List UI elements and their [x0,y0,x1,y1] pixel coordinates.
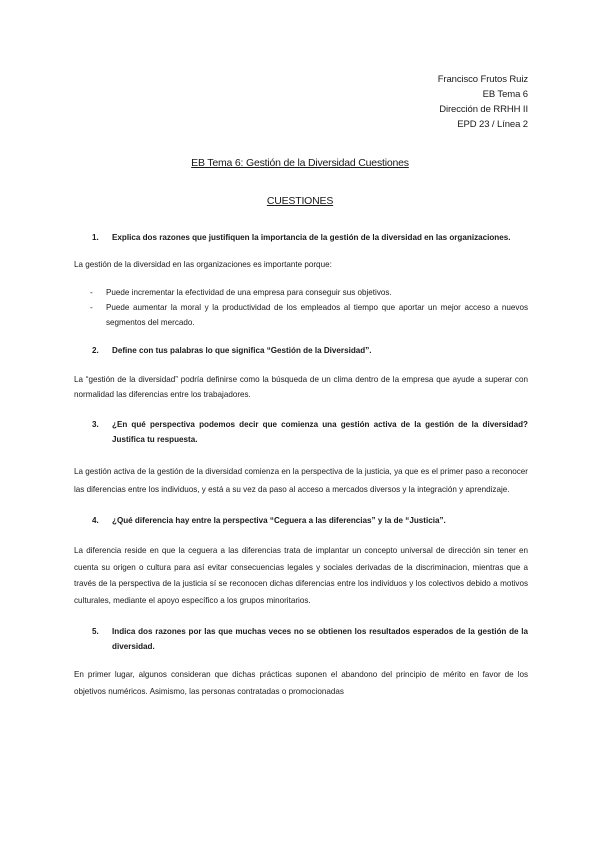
header-topic: EB Tema 6 [482,89,528,100]
answer-1-bullet [74,300,528,330]
document-title: EB Tema 6: Gestión de la Diversidad Cuestiones [191,157,409,169]
author-header [438,72,528,132]
answer-3: La gestión activa de la gestión de la diversidad comienza en la perspectiva de la justicia, ya que es el primer paso a reconocer las diferencias entre los individuos, y está a su vez da paso al acceso a mercados diversos y la integración y aprendizaje. [74,467,528,494]
header-author: Francisco Frutos Ruiz [437,74,528,85]
section-subtitle: CUESTIONES [266,195,334,207]
bullet-text: Puede aumentar la moral y la productividad de los empleados al tiempo que aportar un mejor acceso a nuevos segmentos del mercado. [106,303,528,327]
question-text: ¿En qué perspectiva podemos decir que comienza una gestión activa de la gestión de la diversidad? Justifica tu respuesta. [112,420,528,444]
question-4 [74,513,528,528]
question-text: Explica dos razones que justifiquen la importancia de la gestión de la diversidad en las organizaciones. [112,233,511,242]
question-3 [74,417,528,447]
header-course: Dirección de RRHH II [439,104,528,115]
question-number: 5. [92,627,99,636]
bullet-dash: - [90,303,93,312]
answer-5: En primer lugar, algunos consideran que dichas prácticas suponen el abandono del principio de mérito en favor de los objetivos numéricos. Asimismo, las personas contratadas o promocionadas [74,670,528,696]
question-number: 3. [92,420,99,429]
bullet-text: Puede incrementar la efectividad de una empresa para conseguir sus objetivos. [106,288,392,297]
bullet-dash: - [90,288,93,297]
answer-1-bullet [74,285,528,300]
document-body [74,230,528,700]
question-text: Define con tus palabras lo que significa “Gestión de la Diversidad”. [112,346,372,355]
question-number: 4. [92,516,99,525]
answer-2: La “gestión de la diversidad” podría definirse como la búsqueda de un clima dentro de la empresa que ayude a superar con normalidad las diferencias entre los trabajadores. [74,375,528,399]
question-number: 2. [92,346,99,355]
question-number: 1. [92,233,99,242]
question-1 [74,230,528,245]
header-group: EPD 23 / Línea 2 [457,119,528,130]
question-2 [74,343,528,358]
answer-4: La diferencia reside en que la ceguera a las diferencias trata de implantar un concepto universal de dirección sin tener en cuenta su origen o cultura para así evitar consecuencias legales y sociales derivadas de la discriminacion, mientras que a través de la perspectiva de la justicia sí se reconocen dichas diferencias entre los individuos y los colectivos debido a motivos culturales, mediante el apoyo específico a los grupos minoritarios. [74,546,528,605]
question-text: ¿Qué diferencia hay entre la perspectiva “Ceguera a las diferencias” y la de “Justicia”. [112,516,446,525]
question-text: Indica dos razones por las que muchas veces no se obtienen los resultados esperados de la gestión de la diversidad. [112,627,528,651]
question-5 [74,624,528,654]
answer-1-intro: La gestión de la diversidad en las organizaciones es importante porque: [74,260,332,269]
